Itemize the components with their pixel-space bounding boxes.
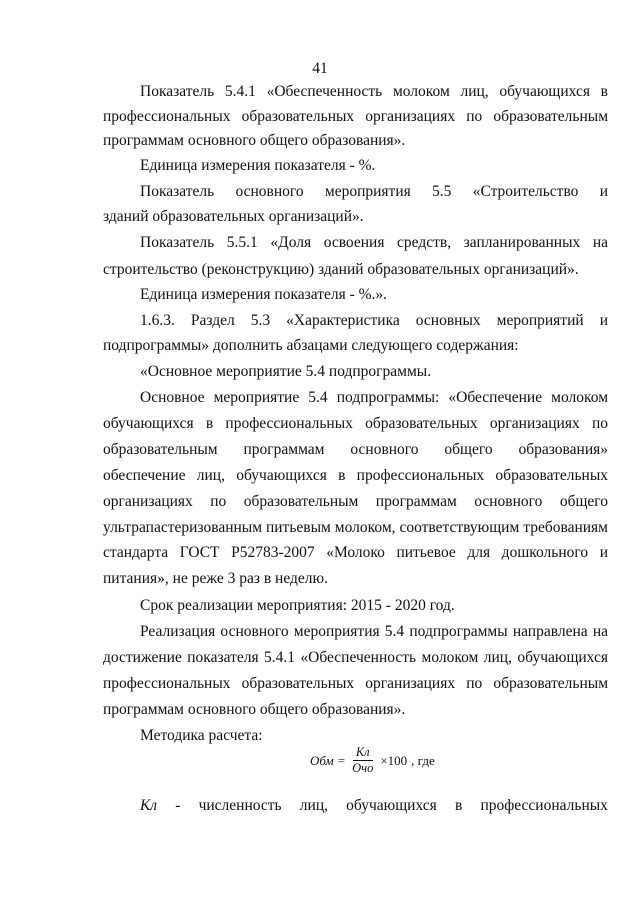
formula-lhs: Обм — [310, 752, 334, 768]
text-line: строительство (реконструкцию) зданий образовательных организаций». — [103, 261, 579, 278]
text-line: обучающихся в профессиональных образовательных организациях по — [103, 415, 608, 432]
formula-equals: = — [337, 752, 346, 768]
definition-word: профессиональных — [480, 797, 608, 814]
text-line: обеспечение лиц, обучающихся в профессиональных образовательных — [103, 467, 608, 484]
page-number: 41 — [312, 60, 328, 77]
text-line: Единица измерения показателя - %. — [140, 157, 376, 174]
text-line: Показатель основного мероприятия 5.5 «Строительство и — [140, 183, 608, 200]
formula-fraction — [349, 745, 376, 776]
text-line: 1.6.3. Раздел 5.3 «Характеристика основных мероприятий и — [140, 312, 608, 329]
definition-word: в — [454, 797, 463, 814]
text-line: образовательным программам основного общего образования» — [103, 441, 608, 458]
text-line: Показатель 5.5.1 «Доля освоения средств, запланированных на — [140, 234, 608, 251]
text-line: Показатель 5.4.1 «Обеспеченность молоком лиц, обучающихся в — [140, 83, 608, 100]
formula-multiplier: ×100 — [380, 752, 408, 768]
definition-dash: - — [175, 797, 181, 814]
text-line: профессиональных образовательных организациях по образовательным — [103, 675, 608, 692]
text-line: Методика расчета: — [140, 727, 263, 744]
text-line: профессиональных образовательных организациях по образовательным — [103, 108, 608, 125]
text-line: Срок реализации мероприятия: 2015 - 2020 год. — [140, 597, 455, 614]
formula-denominator: Очо — [352, 761, 374, 775]
definition-symbol: Кл — [140, 797, 158, 814]
text-line: стандарта ГОСТ Р52783-2007 «Молоко питьевое для дошкольного и — [103, 544, 608, 561]
text-line: Реализация основного мероприятия 5.4 подпрограммы направлена на — [140, 623, 608, 640]
formula-numerator: Кл — [353, 745, 373, 761]
definition-line — [140, 797, 608, 815]
definition-word: лиц, — [299, 797, 328, 814]
formula-suffix: , где — [411, 752, 435, 768]
text-line: подпрограммы» дополнить абзацами следующего содержания: — [103, 337, 519, 354]
definition-word: обучающихся — [346, 797, 437, 814]
text-line: организациях по образовательным программам основного общего — [103, 493, 608, 510]
text-line: питания», не реже 3 раз в неделю. — [103, 570, 328, 587]
text-line: достижение показателя 5.4.1 «Обеспеченность молоком лиц, обучающихся — [103, 649, 608, 666]
calculation-formula — [310, 745, 435, 776]
text-line: ультрапастеризованным питьевым молоком, соответствующим требованиям — [103, 519, 608, 536]
definition-word: численность — [198, 797, 282, 814]
text-line: зданий образовательных организаций». — [103, 208, 364, 225]
text-line: «Основное мероприятие 5.4 подпрограммы. — [140, 363, 432, 380]
text-line: программам основного общего образования». — [103, 701, 406, 718]
text-line: программам основного общего образования». — [103, 132, 406, 149]
text-line: Единица измерения показателя - %.». — [140, 286, 388, 303]
text-line: Основное мероприятие 5.4 подпрограммы: «Обеспечение молоком — [140, 389, 608, 406]
